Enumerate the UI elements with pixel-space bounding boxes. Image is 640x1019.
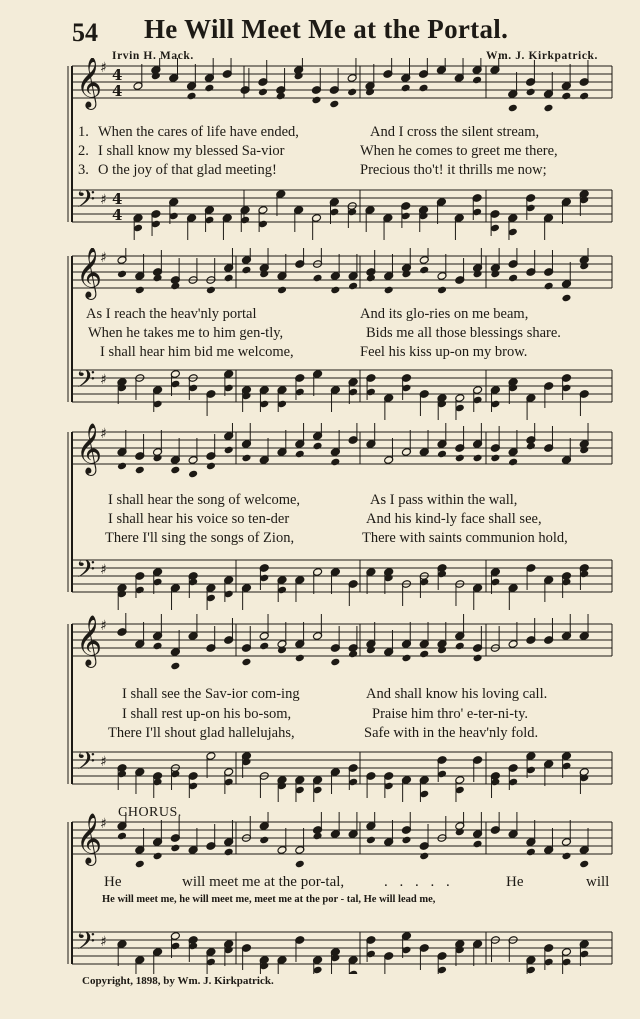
sharp-icon: ♯ xyxy=(100,192,107,208)
note-head xyxy=(508,104,518,113)
note-head xyxy=(579,92,589,101)
note-head xyxy=(170,662,180,671)
sharp-icon: ♯ xyxy=(100,250,107,266)
sharp-icon: ♯ xyxy=(100,372,107,388)
verse-number: 3. xyxy=(78,162,89,178)
lyric-text: When the cares of life have ended, xyxy=(98,124,299,140)
note-head xyxy=(508,458,518,467)
bass-clef-icon: 𝄢 xyxy=(76,747,96,782)
verse-line xyxy=(78,143,284,160)
verse-line xyxy=(78,124,299,141)
sharp-icon: ♯ xyxy=(100,816,107,832)
time-signature: 4 xyxy=(112,66,123,84)
lyric-text: O the joy of that glad meeting! xyxy=(98,162,277,178)
verse-line: There with saints communion hold, xyxy=(362,530,568,546)
note-head xyxy=(419,84,429,93)
note-head xyxy=(419,852,429,861)
note-head xyxy=(311,96,321,105)
note-head xyxy=(455,454,465,463)
verse-line: I shall rest up-on his bo-som, xyxy=(122,706,292,722)
note-head xyxy=(188,470,198,479)
verse-line: I shall see the Sav-ior com-ing xyxy=(122,686,300,702)
note-head xyxy=(153,852,163,861)
note-head xyxy=(313,442,323,451)
sharp-icon: ♯ xyxy=(100,934,107,950)
note-head xyxy=(206,462,216,471)
verse-line xyxy=(370,124,539,141)
note-head xyxy=(330,286,340,295)
note-head xyxy=(153,642,163,651)
hymn-title: He Will Meet Me at the Portal. xyxy=(144,14,509,44)
verse-line: I shall hear the song of welcome, xyxy=(108,492,301,508)
verse-line: There I'll sing the songs of Zion, xyxy=(105,530,295,546)
lyric-text: When he comes to greet me there, xyxy=(360,143,558,159)
note-head xyxy=(295,450,305,459)
note-head xyxy=(295,654,305,663)
note-head xyxy=(330,658,340,667)
note-head xyxy=(526,848,536,857)
note-head xyxy=(437,286,447,295)
note-head xyxy=(348,282,358,291)
music-system-chorus xyxy=(0,812,640,974)
treble-clef-icon: 𝄞 xyxy=(76,813,103,864)
sharp-icon: ♯ xyxy=(100,618,107,634)
note-head xyxy=(117,462,127,471)
note-head xyxy=(419,266,429,275)
verse-line: And his kind-ly face shall see, xyxy=(366,511,542,527)
lyric-text: Precious tho't! it thrills me now; xyxy=(360,162,547,178)
verse-line: I shall hear him bid me welcome, xyxy=(100,344,294,360)
sharp-icon: ♯ xyxy=(100,60,107,76)
note-head xyxy=(295,860,305,869)
treble-clef-icon: 𝄞 xyxy=(76,615,103,666)
note-head xyxy=(419,650,429,659)
note-head xyxy=(135,286,145,295)
note-head xyxy=(455,642,465,651)
chorus-word: He xyxy=(506,874,524,890)
note-head xyxy=(472,76,482,85)
verse-line: Bids me all those blessings share. xyxy=(366,325,561,341)
verse-line: As I reach the heav'nly portal xyxy=(86,306,257,322)
note-head xyxy=(241,454,251,463)
chorus-word: will xyxy=(586,874,610,890)
note-head xyxy=(241,658,251,667)
note-head xyxy=(543,104,553,113)
note-head xyxy=(544,282,554,291)
note-head xyxy=(204,84,214,93)
note-head xyxy=(401,84,411,93)
sharp-icon: ♯ xyxy=(100,754,107,770)
verse-line xyxy=(360,162,547,179)
verse-line: As I pass within the wall, xyxy=(370,492,518,508)
treble-clef-icon: 𝄞 xyxy=(76,248,103,298)
bass-clef-icon: 𝄢 xyxy=(76,555,96,590)
verse-number: 2. xyxy=(78,143,89,159)
note-head xyxy=(329,100,339,109)
note-head xyxy=(135,466,145,475)
note-head xyxy=(241,266,251,275)
note-head xyxy=(170,844,180,853)
note-head xyxy=(490,454,500,463)
verse-line: There I'll shout glad hallelujahs, xyxy=(108,725,295,741)
time-signature: 4 xyxy=(112,206,123,224)
note-head xyxy=(224,848,234,857)
sharp-icon: ♯ xyxy=(100,562,107,578)
verse-line: I shall hear his voice so ten-der xyxy=(108,511,290,527)
copyright-notice: Copyright, 1898, by Wm. J. Kirkpatrick. xyxy=(82,975,274,987)
note-head xyxy=(384,286,394,295)
note-head xyxy=(347,88,357,97)
note-head xyxy=(561,92,571,101)
bass-clef-icon: 𝄢 xyxy=(76,365,96,400)
note-head xyxy=(401,836,411,845)
chorus-alto-text: He will meet me, he will meet me, meet me at the por - tal, He will lead me, xyxy=(102,894,436,905)
lyric-text: And I cross the silent stream, xyxy=(370,124,540,140)
note-head xyxy=(473,840,483,849)
note-head xyxy=(366,836,376,845)
verse-line: Feel his kiss up-on my brow. xyxy=(360,344,528,360)
verse-number: 1. xyxy=(78,124,89,140)
hymn-number: 54 xyxy=(72,18,98,47)
note-head xyxy=(473,454,483,463)
verse-line xyxy=(360,143,558,160)
lyric-text: I shall know my blessed Sa-vior xyxy=(98,143,285,159)
chorus-dots: . . . . . xyxy=(384,874,454,890)
note-head xyxy=(135,860,145,869)
verse-line: Safe with in the heav'nly fold. xyxy=(364,725,539,741)
verse-line: And shall know his loving call. xyxy=(366,686,548,702)
note-head xyxy=(561,852,571,861)
sharp-icon: ♯ xyxy=(100,426,107,442)
note-head xyxy=(259,836,269,845)
note-head xyxy=(277,286,287,295)
note-head xyxy=(526,88,536,97)
note-head xyxy=(561,294,571,303)
time-signature: 4 xyxy=(112,190,123,208)
bass-clef-icon: 𝄢 xyxy=(76,927,96,962)
note-head xyxy=(508,274,518,283)
time-signature: 4 xyxy=(112,82,123,100)
chorus-phrase: will meet me at the por-tal, xyxy=(182,874,345,890)
note-head xyxy=(259,642,269,651)
note-head xyxy=(170,466,180,475)
note-head xyxy=(330,458,340,467)
bass-clef-icon: 𝄢 xyxy=(76,185,96,220)
note-head xyxy=(258,88,268,97)
composer-credit: Wm. J. Kirkpatrick. xyxy=(485,50,598,62)
lyricist-credit: Irvin H. Mack. xyxy=(112,50,194,62)
chorus-label: CHORUS. xyxy=(118,805,182,820)
note-head xyxy=(187,92,197,101)
treble-clef-icon: 𝄞 xyxy=(76,423,103,474)
note-head xyxy=(437,450,447,459)
treble-clef-icon: 𝄞 xyxy=(76,58,103,108)
music-system-3 xyxy=(0,423,640,613)
note-head xyxy=(224,274,234,283)
verse-line: And its glo-ries on me beam, xyxy=(360,306,529,322)
note-head xyxy=(117,270,127,279)
note-head xyxy=(117,832,127,841)
verse-line: When he takes me to him gen-tly, xyxy=(88,325,284,341)
note-head xyxy=(473,654,483,663)
verse-line: Praise him thro' e-ter-ni-ty. xyxy=(372,706,529,722)
note-head xyxy=(401,654,411,663)
chorus-word: He xyxy=(104,874,122,890)
note-head xyxy=(206,286,216,295)
note-head xyxy=(224,446,234,455)
note-head xyxy=(579,860,589,869)
music-system-4 xyxy=(0,613,640,803)
verse-line xyxy=(78,162,277,179)
note-head xyxy=(313,274,323,283)
